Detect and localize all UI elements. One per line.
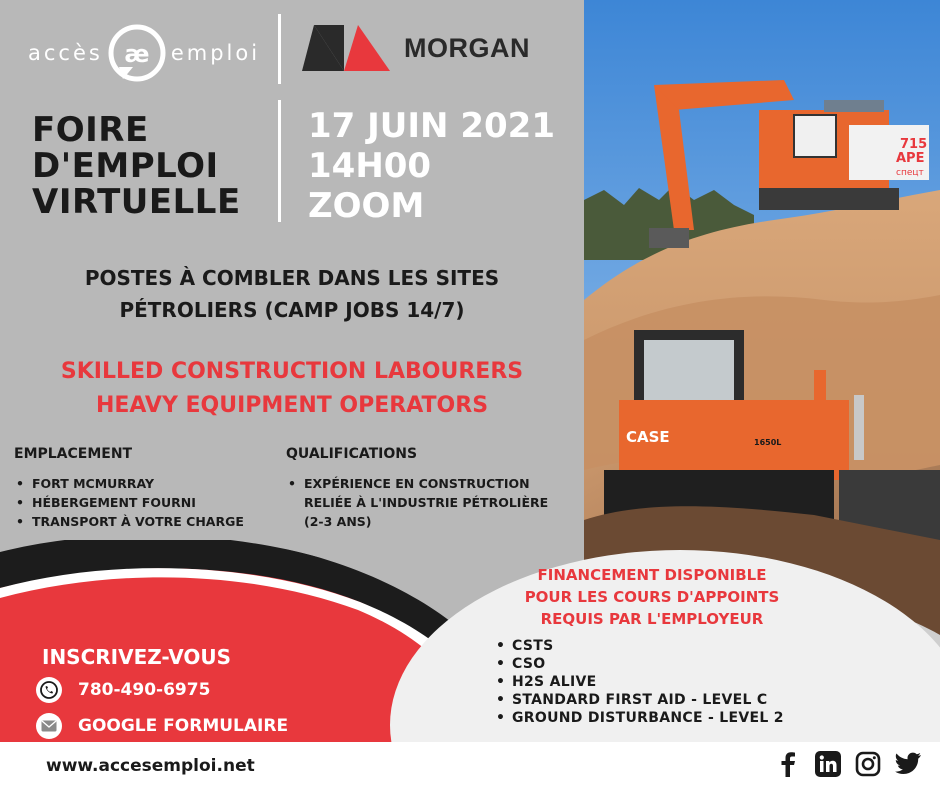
phone-number: 780-490-6975	[78, 680, 211, 700]
positions-list	[0, 355, 584, 423]
linkedin-icon[interactable]	[814, 750, 842, 778]
form-contact[interactable]	[36, 713, 288, 739]
subheading-line: POSTES À COMBLER DANS LES SITES	[84, 266, 500, 290]
event-details	[308, 106, 555, 226]
certification-item: • CSTS	[494, 637, 784, 655]
register-title: INSCRIVEZ-VOUS	[42, 645, 232, 669]
dozer-model: 1650L	[754, 438, 782, 447]
whatsapp-icon	[36, 677, 62, 703]
certification-item: • GROUND DISTURBANCE - LEVEL 2	[494, 709, 784, 727]
location-heading: EMPLACEMENT	[14, 446, 133, 462]
logo-text-right: emploi	[170, 41, 261, 65]
event-title	[32, 112, 272, 220]
instagram-icon[interactable]	[854, 750, 882, 778]
location-item: • TRANSPORT À VOTRE CHARGE	[14, 512, 244, 531]
location-item: • FORT MCMURRAY	[14, 474, 244, 493]
position-title: HEAVY EQUIPMENT OPERATORS	[95, 393, 489, 418]
event-title-line: D'EMPLOI	[32, 146, 219, 186]
funding-line: POUR LES COURS D'APPOINTS	[524, 588, 780, 606]
excavator-sign-3: спецт	[896, 168, 924, 178]
excavator-sign-1: 715	[900, 137, 928, 152]
funding-line: FINANCEMENT DISPONIBLE	[537, 566, 767, 584]
website-link[interactable]: www.accesemploi.net	[46, 756, 255, 776]
logo-text-left: accès	[28, 41, 103, 65]
qualifications-list	[286, 474, 548, 531]
logo-mark-text: æ	[124, 40, 150, 68]
subheading-line: PÉTROLIERS (CAMP JOBS 14/7)	[119, 298, 465, 322]
funding-heading	[482, 564, 822, 630]
event-divider	[278, 100, 281, 222]
dozer-brand: CASE	[626, 428, 670, 446]
qualifications-heading: QUALIFICATIONS	[286, 446, 418, 462]
acces-emploi-mark-icon	[107, 23, 167, 83]
location-list	[14, 474, 244, 531]
twitter-icon[interactable]	[894, 750, 922, 778]
social-links	[774, 750, 922, 778]
event-time: 14H00	[308, 146, 432, 186]
event-platform: ZOOM	[308, 186, 425, 226]
certification-item: • H2S ALIVE	[494, 673, 784, 691]
certification-item: • CSO	[494, 655, 784, 673]
facebook-icon[interactable]	[774, 750, 802, 778]
qualification-line: EXPÉRIENCE EN CONSTRUCTION	[304, 476, 530, 491]
funding-line: REQUIS PAR L'EMPLOYEUR	[540, 610, 764, 628]
jobs-subheading	[0, 262, 584, 326]
morgan-mark-icon	[300, 23, 392, 73]
qualification-line: RELIÉE À L'INDUSTRIE PÉTROLIÈRE	[304, 495, 549, 510]
qualification-item	[286, 474, 548, 531]
phone-contact[interactable]	[36, 677, 210, 703]
email-icon	[36, 713, 62, 739]
form-link[interactable]: GOOGLE FORMULAIRE	[78, 716, 289, 736]
certification-item: • STANDARD FIRST AID - LEVEL C	[494, 691, 784, 709]
qualification-line: (2-3 ANS)	[304, 514, 372, 529]
position-title: SKILLED CONSTRUCTION LABOURERS	[60, 359, 524, 384]
certification-list	[494, 637, 784, 727]
event-title-line: FOIRE	[32, 110, 149, 150]
event-date: 17 JUIN 2021	[308, 106, 555, 146]
event-title-line: VIRTUELLE	[32, 182, 241, 222]
location-item: • HÉBERGEMENT FOURNI	[14, 493, 244, 512]
acces-emploi-logo	[28, 22, 260, 84]
excavator-sign-2: APE	[896, 151, 925, 166]
logo-divider	[278, 14, 281, 84]
morgan-logo	[300, 22, 530, 74]
morgan-wordmark: MORGAN	[404, 32, 530, 63]
